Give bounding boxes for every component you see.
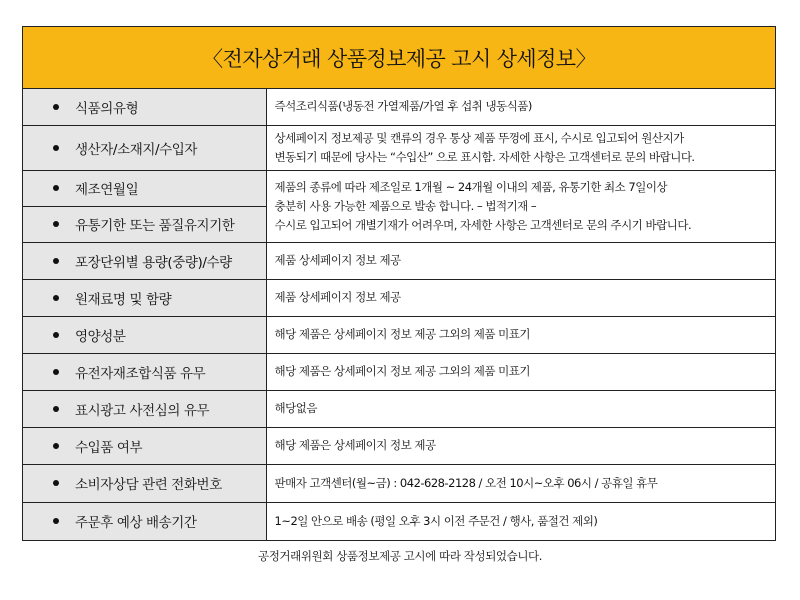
row-label-capacity: 포장단위별 용량(중량)/수량 xyxy=(75,254,232,271)
row-value-gmo: 해당 제품은 상세페이지 정보 제공 그외의 제품 미표기 xyxy=(266,353,775,390)
row-label-imported: 수입품 여부 xyxy=(75,439,143,456)
table-row xyxy=(23,464,775,502)
bullet-icon xyxy=(53,369,59,375)
table-row xyxy=(23,125,775,170)
bullet-icon xyxy=(53,480,59,486)
row-label-nutrition: 영양성분 xyxy=(75,328,126,345)
product-info-table xyxy=(23,89,775,540)
bullet-icon xyxy=(53,258,59,264)
row-label-manufacture-date: 제조연월일 xyxy=(75,182,139,198)
bullet-icon xyxy=(53,221,59,227)
row-label-producer: 생산자/소재지/수입자 xyxy=(75,141,198,158)
notice-title: 〈전자상거래 상품정보제공 고시 상세정보〉 xyxy=(23,27,775,89)
bullet-icon xyxy=(53,406,59,412)
table-row xyxy=(23,427,775,464)
table-row xyxy=(23,89,775,125)
bullet-icon xyxy=(53,332,59,338)
row-value-capacity: 제품 상세페이지 정보 제공 xyxy=(266,242,775,279)
footer-note: 공정거래위원회 상품정보제공 고시에 따라 작성되었습니다. xyxy=(258,549,542,563)
row-value-nutrition: 해당 제품은 상세페이지 정보 제공 그외의 제품 미표기 xyxy=(266,316,775,353)
bullet-icon xyxy=(53,443,59,449)
bullet-icon xyxy=(53,295,59,301)
table-row xyxy=(23,390,775,427)
row-value-ad-review: 해당없음 xyxy=(266,390,775,427)
table-row xyxy=(23,242,775,279)
row-value-dates: 제품의 종류에 따라 제조일로 1개월 ~ 24개월 이내의 제품, 유통기한 최소 7일이상 충분히 사용 가능한 제품으로 발송 합니다. – 법적기재 – 수시로 입고되어 개별기재가 어려우며, 자세한 사항은 고객센터로 문의 주시기 바랍니다. xyxy=(266,170,775,242)
table-row xyxy=(23,279,775,316)
table-row xyxy=(23,316,775,353)
row-value-phone: 판매자 고객센터(월~금) : 042-628-2128 / 오전 10시~오후 06시 / 공휴일 휴무 xyxy=(266,464,775,502)
bullet-icon xyxy=(53,518,59,524)
bullet-icon xyxy=(53,104,59,110)
row-label-gmo: 유전자재조합식품 유무 xyxy=(75,365,206,382)
row-value-producer: 상세페이지 정보제공 및 캔류의 경우 통상 제품 뚜껑에 표시, 수시로 입고되어 원산지가 변동되기 때문에 당사는 “수입산” 으로 표시함. 자세한 사항은 고객센터로 문의 바랍니다. xyxy=(266,125,775,170)
row-label-expiry: 유통기한 또는 품질유지기한 xyxy=(75,218,235,234)
row-label-ingredients: 원재료명 및 함량 xyxy=(75,291,172,308)
row-value-food-type: 즉석조리식품(냉동전 가열제품/가열 후 섭취 냉동식품) xyxy=(266,89,775,125)
row-value-delivery: 1~2일 안으로 배송 (평일 오후 3시 이전 주문건 / 행사, 품절건 제외) xyxy=(274,513,598,528)
bullet-icon xyxy=(53,185,59,191)
table-row xyxy=(23,170,775,242)
row-label-ad-review: 표시광고 사전심의 유무 xyxy=(75,402,210,419)
row-value-ingredients: 제품 상세페이지 정보 제공 xyxy=(266,279,775,316)
product-info-notice xyxy=(22,26,776,541)
row-label-food-type: 식품의유형 xyxy=(75,100,139,117)
row-label-phone: 소비자상담 관련 전화번호 xyxy=(75,477,222,493)
row-label-delivery: 주문후 예상 배송기간 xyxy=(75,515,197,532)
table-row xyxy=(23,353,775,390)
row-value-imported: 해당 제품은 상세페이지 정보 제공 xyxy=(266,427,775,464)
table-row xyxy=(23,502,775,540)
bullet-icon xyxy=(53,145,59,151)
